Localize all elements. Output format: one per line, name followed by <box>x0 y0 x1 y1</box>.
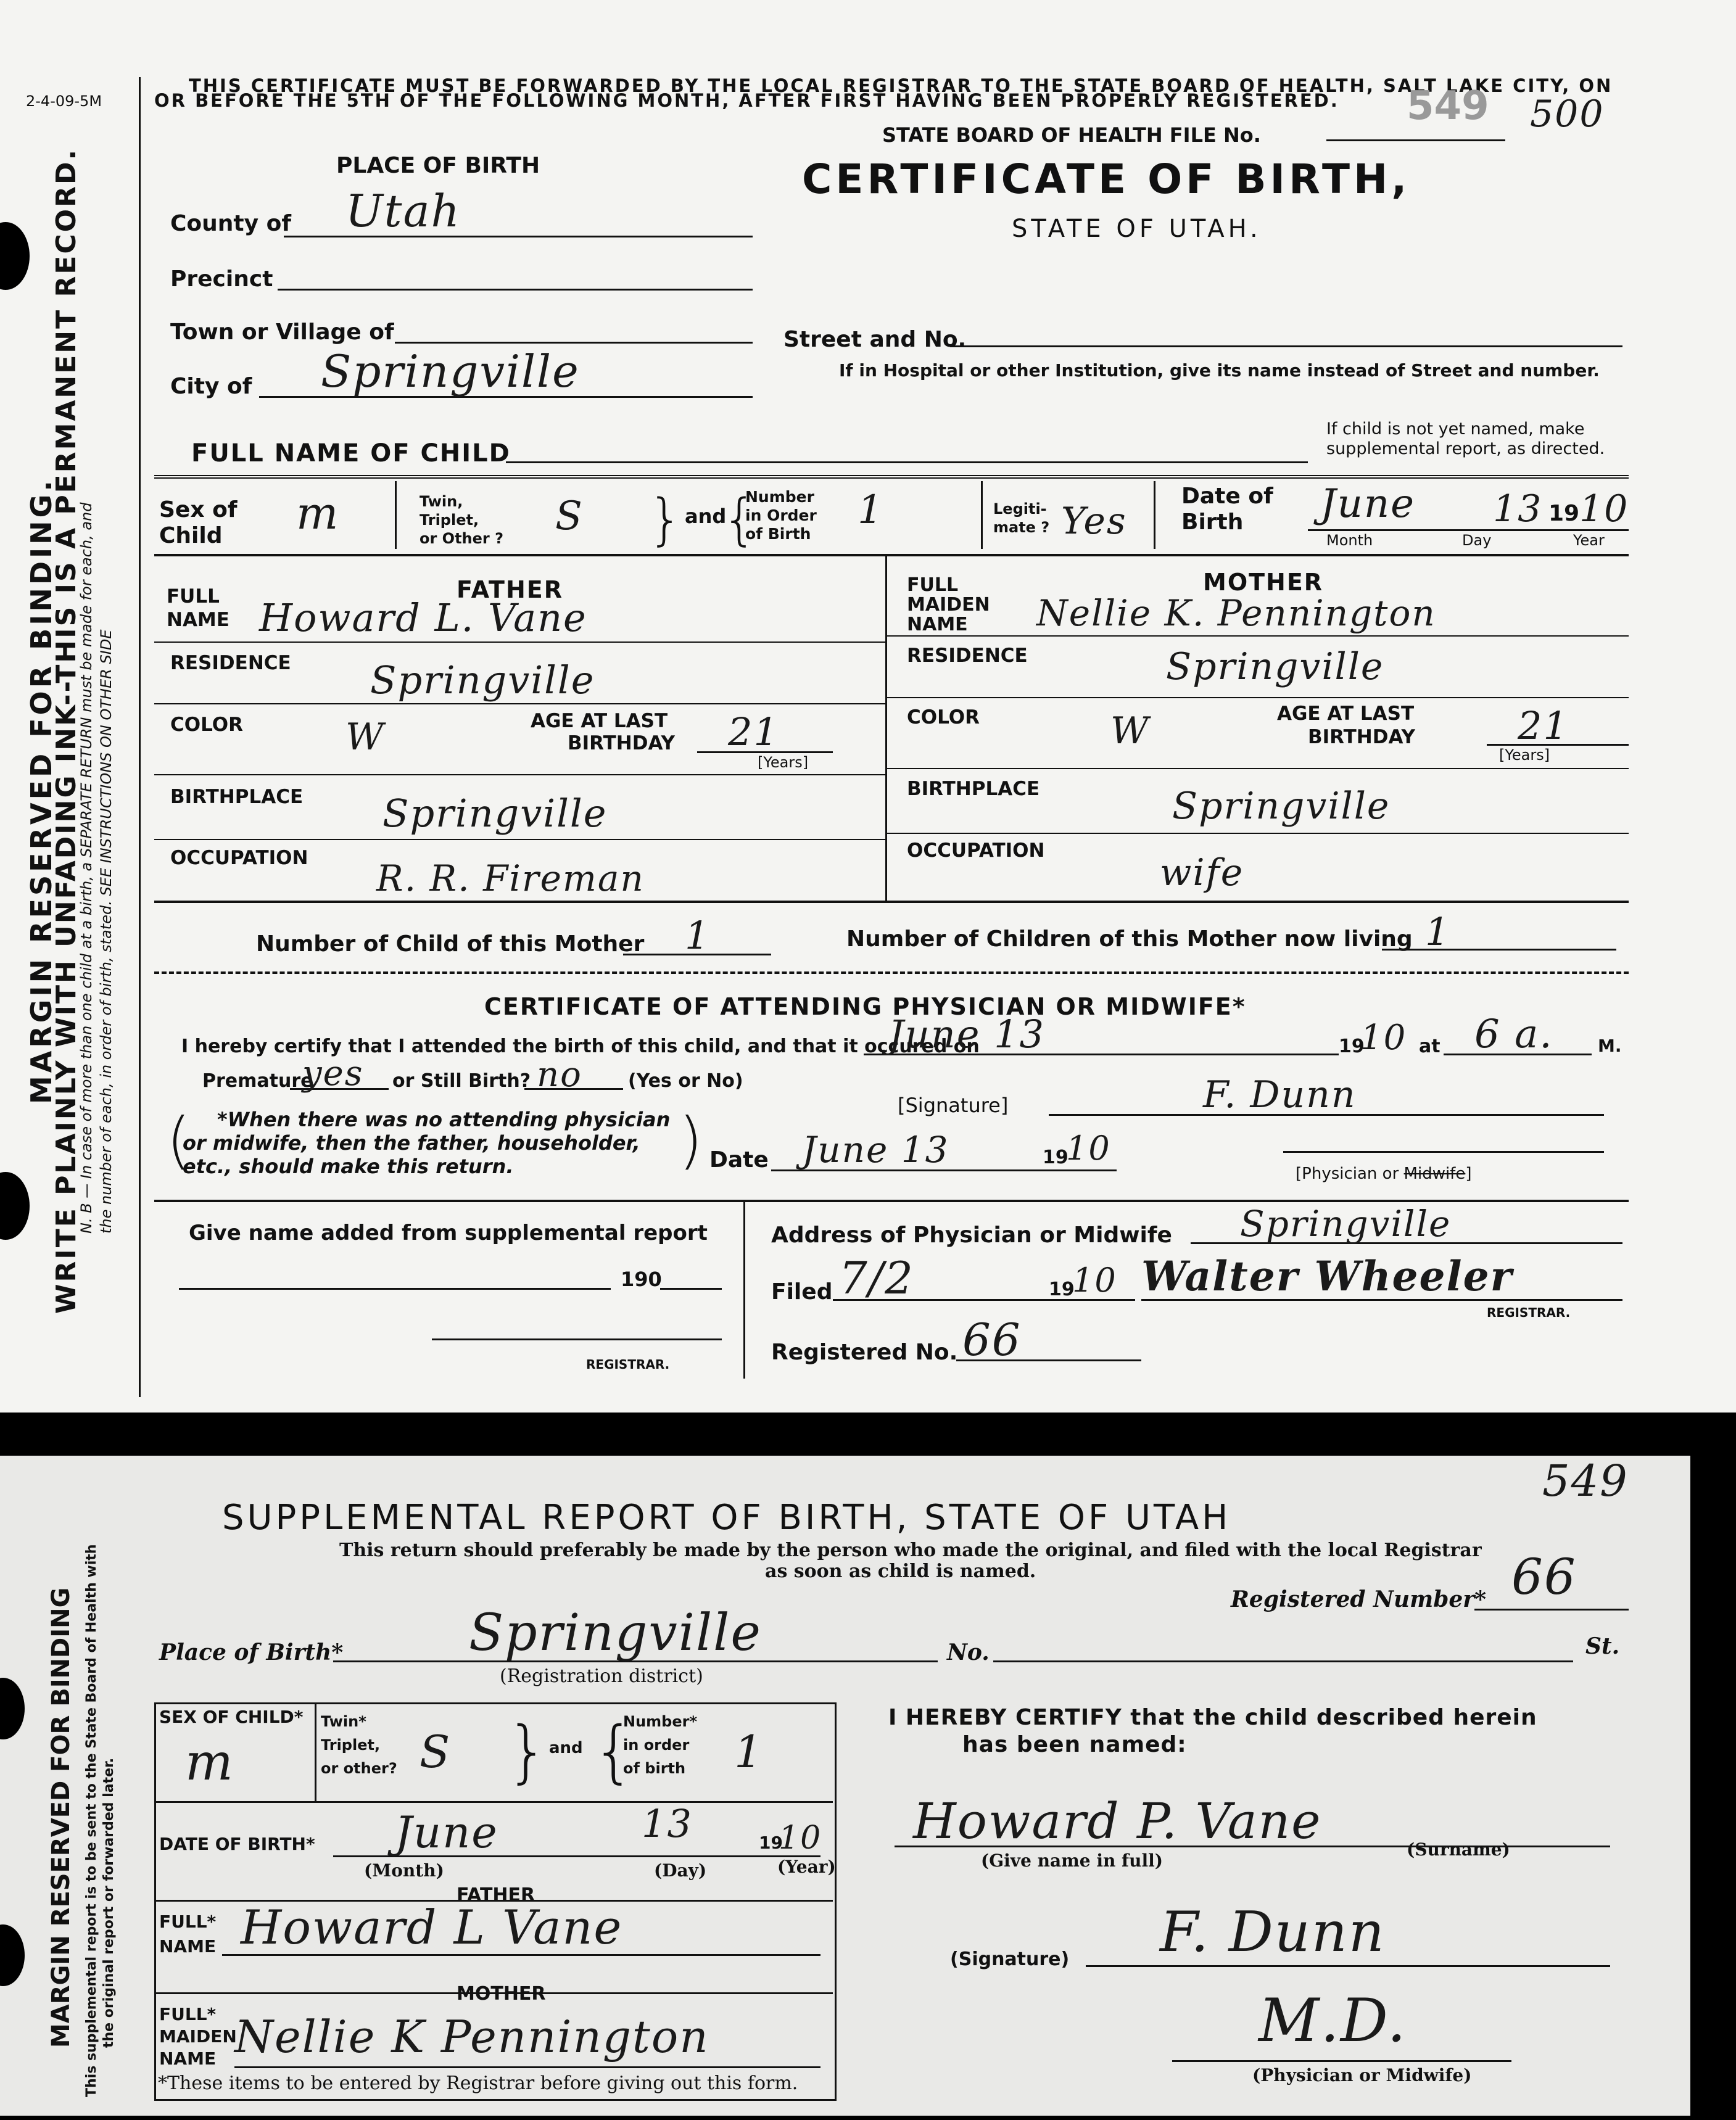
supp-sex-value: m <box>185 1733 234 1792</box>
lower-divider <box>743 1200 745 1379</box>
hospital-note: If in Hospital or other Institution, give its name instead of Street and number. <box>839 360 1600 381</box>
certificate-subtitle: STATE OF UTAH. <box>1012 215 1262 243</box>
section-rule <box>154 901 1629 903</box>
full-name-line <box>506 461 1308 463</box>
mother-age-label-1: AGE AT LAST <box>1277 703 1415 725</box>
margin-note-line1: N. B — In case of more than one child at a birth, a SEPARATE RETURN must be made for each, and <box>78 502 95 1234</box>
supp-signature-line <box>1086 1965 1610 1967</box>
dob-day: 13 <box>1493 487 1543 530</box>
registrar-caption: REGISTRAR. <box>1487 1305 1571 1320</box>
number-label-1: Number <box>745 488 814 506</box>
section-rule <box>154 554 1629 556</box>
yes-no-note: (Yes or No) <box>628 1070 743 1092</box>
street-label: Street and No. <box>783 327 967 352</box>
mother-age-value: 21 <box>1518 703 1569 748</box>
twin-label-2: Triplet, <box>420 511 479 529</box>
supp-twin-3: or other? <box>321 1760 397 1777</box>
physician-caption-a: Physician or <box>1302 1165 1399 1183</box>
row-rule <box>885 697 1629 698</box>
registrar-signature: Walter Wheeler <box>1141 1252 1513 1300</box>
supp-and-label: and <box>549 1739 583 1757</box>
dob-line <box>1308 529 1629 531</box>
not-named-note-2: supplemental report, as directed. <box>1326 439 1605 458</box>
supp-number-3: of birth <box>623 1760 686 1777</box>
mother-color-value: W <box>1110 709 1150 753</box>
year-caption: Year <box>1573 532 1605 549</box>
full-name-label: FULL NAME OF CHILD <box>191 439 511 468</box>
supp-mother-label-2: MAIDEN <box>159 2026 237 2047</box>
supp-number-value: 1 <box>734 1726 764 1778</box>
supp-twin-2: Triplet, <box>321 1736 381 1754</box>
physician-sign-line <box>1283 1151 1604 1153</box>
col-rule <box>315 1702 316 1801</box>
margin-binding-text: MARGIN RESERVED FOR BINDING. <box>25 477 58 1104</box>
binding-hole <box>0 1678 25 1739</box>
children-living-label: Number of Children of this Mother now living <box>846 926 1413 952</box>
supp-mother-line <box>234 2066 820 2068</box>
margin-ink-text: WRITE PLAINLY WITH UNFADING INK--THIS IS A PERMANENT RECORD. <box>51 147 82 1314</box>
supp-st-label: St. <box>1585 1633 1620 1659</box>
father-age-value: 21 <box>728 709 779 754</box>
filed-value: 7/2 <box>839 1252 914 1304</box>
mother-residence-value: Springville <box>1166 645 1384 688</box>
supp-name-line <box>179 1288 611 1290</box>
number-label-3: of Birth <box>745 525 811 543</box>
dob-year: 10 <box>1579 487 1629 530</box>
number-value: 1 <box>858 487 884 533</box>
sex-label-2: Child <box>159 523 223 548</box>
dob-year-prefix: 19 <box>1548 501 1580 526</box>
row-rule <box>154 641 885 643</box>
section-rule <box>154 1200 1629 1202</box>
premature-label: Premature <box>202 1070 313 1092</box>
mother-heading: MOTHER <box>1203 569 1324 596</box>
supp-day-caption: (Day) <box>654 1860 707 1881</box>
mother-name-value: Nellie K. Pennington <box>1036 592 1436 634</box>
precinct-label: Precinct <box>170 266 273 292</box>
row-rule <box>885 768 1629 769</box>
county-label: County of <box>170 211 292 236</box>
physician-note-1: *When there was no attending physician <box>217 1108 671 1131</box>
top-notice-line2: OR BEFORE THE 5TH OF THE FOLLOWING MONTH, AFTER FIRST HAVING BEEN PROPERLY REGISTERED. <box>154 90 1339 111</box>
brace-icon: ( <box>167 1104 191 1176</box>
supp-month-caption: (Month) <box>364 1860 444 1881</box>
mother-name-label-1: FULL <box>907 574 959 596</box>
mother-years-caption: [Years] <box>1499 746 1550 764</box>
and-label: and <box>685 505 727 528</box>
father-residence-value: Springville <box>370 658 595 703</box>
supp-certify-2: has been named: <box>962 1732 1187 1757</box>
physician-note-3: etc., should make this return. <box>183 1155 514 1178</box>
supp-mother-heading: MOTHER <box>457 1983 546 2005</box>
dob-label-2: Birth <box>1181 509 1244 535</box>
dob-month: June <box>1320 481 1415 527</box>
mother-name-label-2: MAIDEN <box>907 594 990 616</box>
supp-twin-value: S <box>420 1726 452 1778</box>
county-value: Utah <box>345 185 461 237</box>
father-birthplace-label: BIRTHPLACE <box>170 786 304 808</box>
town-label: Town or Village of <box>170 320 394 345</box>
registered-value: 66 <box>962 1314 1022 1366</box>
twin-label-3: or Other ? <box>420 530 504 547</box>
father-years-caption: [Years] <box>758 754 809 771</box>
street-line <box>950 345 1622 347</box>
row-rule <box>154 703 885 704</box>
father-color-value: W <box>345 716 385 759</box>
certificate-title: CERTIFICATE OF BIRTH, <box>802 155 1411 203</box>
father-age-line <box>697 751 833 753</box>
mother-years-text: Years <box>1505 746 1544 764</box>
city-label: City of <box>170 374 252 399</box>
row-rule <box>885 635 1629 637</box>
stillbirth-value: no <box>537 1055 582 1095</box>
supp-place-value: Springville <box>469 1604 762 1662</box>
certify-date-value: June 13 <box>888 1012 1046 1057</box>
date-label: Date <box>709 1147 769 1173</box>
at-label: at <box>1419 1036 1440 1057</box>
legit-value: Yes <box>1061 500 1127 543</box>
date-year-value: 10 <box>1066 1129 1111 1168</box>
father-age-label-2: BIRTHDAY <box>568 732 675 754</box>
row-rule <box>154 774 885 775</box>
supp-physician-caption: (Physician or Midwife) <box>1252 2065 1472 2085</box>
father-name-label-2: NAME <box>167 609 229 631</box>
father-heading: FATHER <box>457 576 563 603</box>
twin-value: S <box>555 493 584 539</box>
father-name-label-1: FULL <box>167 585 220 608</box>
father-color-label: COLOR <box>170 714 243 736</box>
address-label: Address of Physician or Midwife <box>771 1223 1172 1248</box>
file-no-stamp: 549 <box>1407 83 1489 129</box>
stillbirth-label: or Still Birth? <box>392 1070 531 1092</box>
filed-year-value: 10 <box>1072 1261 1117 1300</box>
file-no-label: STATE BOARD OF HEALTH FILE No. <box>882 123 1261 147</box>
physician-caption: [Physician or Midwife] <box>1296 1165 1472 1183</box>
legit-label-2: mate ? <box>993 519 1050 536</box>
sex-label-1: Sex of <box>159 497 238 522</box>
row-divider <box>981 481 983 549</box>
supp-number-1: Number* <box>623 1713 698 1730</box>
supp-corner-number: 549 <box>1542 1456 1629 1506</box>
supp-dob-month: June <box>395 1807 498 1858</box>
precinct-line <box>278 289 753 291</box>
supplemental-report <box>0 1456 1690 2116</box>
brace-icon: { <box>722 487 758 552</box>
signature-label: [Signature] <box>898 1094 1009 1117</box>
legit-label-1: Legiti- <box>993 500 1047 518</box>
margin-rule <box>139 77 141 1397</box>
mother-color-label: COLOR <box>907 706 980 728</box>
dob-label-1: Date of <box>1181 484 1273 509</box>
supp-father-label-1: FULL* <box>159 1912 217 1932</box>
date-year-prefix: 19 <box>1043 1147 1068 1168</box>
time-value: 6 a. <box>1474 1012 1553 1057</box>
supp-dob-label: DATE OF BIRTH* <box>159 1834 315 1854</box>
supp-registered-label: Registered Number* <box>1231 1586 1487 1612</box>
file-no-line <box>1326 139 1505 141</box>
row-rule <box>154 839 885 840</box>
supp-margin-text-3: the original report or forwarded later. <box>101 1757 117 2048</box>
row-divider <box>1154 481 1155 549</box>
supp-mother-label-3: NAME <box>159 2048 217 2069</box>
supp-year-line <box>660 1288 722 1290</box>
signature-value: F. Dunn <box>1203 1073 1357 1116</box>
month-caption: Month <box>1326 532 1373 549</box>
supp-year-caption: (Year) <box>777 1857 836 1877</box>
children-number-label: Number of Child of this Mother <box>256 931 645 957</box>
supp-registered-line <box>1474 1609 1629 1611</box>
supp-street-line <box>993 1660 1573 1662</box>
city-value: Springville <box>321 345 580 397</box>
supp-name-label: Give name added from supplemental report <box>189 1221 708 1245</box>
day-caption: Day <box>1462 532 1492 549</box>
supp-mother-value: Nellie K Pennington <box>234 2011 709 2063</box>
supp-place-label: Place of Birth* <box>159 1639 344 1665</box>
sex-value: m <box>296 487 340 539</box>
supp-footnote: *These items to be entered by Registrar before giving out this form. <box>158 2073 798 2094</box>
father-birthplace-value: Springville <box>382 791 608 836</box>
physician-caption-b: Midwife <box>1403 1165 1466 1183</box>
town-line <box>395 342 753 344</box>
row-rule <box>885 833 1629 834</box>
supp-physician-line <box>1172 2060 1511 2062</box>
supp-father-label-2: NAME <box>159 1936 217 1957</box>
physician-heading: CERTIFICATE OF ATTENDING PHYSICIAN OR MIDWIFE* <box>484 993 1246 1020</box>
physician-note-2: or midwife, then the father, householder, <box>183 1131 640 1155</box>
address-value: Springville <box>1240 1203 1452 1245</box>
father-age-label-1: AGE AT LAST <box>531 710 668 732</box>
physician-certify: I hereby certify that I attended the birth of this child, and that it occured on <box>181 1036 980 1057</box>
father-occupation-label: OCCUPATION <box>170 847 308 869</box>
mother-occupation-value: wife <box>1160 851 1244 894</box>
supp-sub-1: This return should preferably be made by the person who made the original, and filed with the local Registrar <box>339 1540 1482 1561</box>
mother-occupation-label: OCCUPATION <box>907 839 1045 862</box>
mother-age-line <box>1487 744 1629 746</box>
m-label: M. <box>1598 1036 1622 1056</box>
father-residence-label: RESIDENCE <box>170 652 291 674</box>
supp-registrar-caption: REGISTRAR. <box>586 1357 670 1372</box>
supp-place-caption: (Registration district) <box>500 1665 703 1687</box>
supp-year-prefix: 190 <box>621 1268 662 1291</box>
supp-dob-day: 13 <box>642 1801 693 1846</box>
supp-father-value: Howard L Vane <box>241 1900 623 1955</box>
mother-age-label-2: BIRTHDAY <box>1308 726 1415 748</box>
father-years-text: Years <box>763 754 803 771</box>
brace-icon: { <box>592 1712 635 1791</box>
form-code: 2-4-09-5M <box>26 93 102 110</box>
brace-icon: } <box>506 1712 549 1791</box>
file-no-handwritten: 500 <box>1530 93 1605 136</box>
supp-surname-caption: (Surname) <box>1407 1839 1510 1860</box>
supp-certify-1: I HEREBY CERTIFY that the child described herein <box>888 1705 1537 1730</box>
margin-note-line2: the number of each, in order of birth, stated. SEE INSTRUCTIONS ON OTHER SIDE <box>97 629 115 1234</box>
certify-year-prefix: 19 <box>1339 1036 1365 1057</box>
supp-sex-label: SEX OF CHILD* <box>159 1707 304 1727</box>
premature-value: yes <box>302 1054 364 1094</box>
supp-mother-label-1: FULL* <box>159 2004 217 2024</box>
father-name-value: Howard L. Vane <box>259 595 587 640</box>
children-living-line <box>1382 949 1616 951</box>
not-named-note-1: If child is not yet named, make <box>1326 419 1585 439</box>
supp-margin-text-2: This supplemental report is to be sent to the State Board of Health with <box>84 1544 99 2097</box>
parents-divider <box>885 555 887 901</box>
binding-hole <box>0 222 30 290</box>
supp-named-value: Howard P. Vane <box>913 1792 1322 1850</box>
mother-residence-label: RESIDENCE <box>907 645 1028 667</box>
row-rule <box>154 1801 833 1803</box>
supp-number-2: in order <box>623 1736 690 1754</box>
filed-year-prefix: 19 <box>1049 1279 1075 1300</box>
supp-given-caption: (Give name in full) <box>981 1850 1163 1871</box>
binding-hole <box>0 1172 30 1240</box>
brace-icon: ) <box>679 1104 703 1176</box>
brace-icon: } <box>648 487 684 552</box>
supp-title: SUPPLEMENTAL REPORT OF BIRTH, STATE OF UTAH <box>222 1498 1231 1538</box>
supp-md-value: M.D. <box>1259 1986 1407 2055</box>
mother-name-label-3: NAME <box>907 614 968 635</box>
section-rule <box>154 475 1629 479</box>
supp-father-heading: FATHER <box>457 1884 535 1906</box>
twin-label-1: Twin, <box>420 493 463 510</box>
certify-year-value: 10 <box>1360 1018 1407 1058</box>
registered-label: Registered No. <box>771 1340 958 1365</box>
supp-no-label: No. <box>947 1639 990 1665</box>
children-living-value: 1 <box>1425 909 1451 954</box>
supp-registered-value: 66 <box>1511 1548 1577 1606</box>
father-occupation-value: R. R. Fireman <box>376 857 645 899</box>
number-label-2: in Order <box>745 506 817 524</box>
supp-signature-value: F. Dunn <box>1160 1900 1386 1965</box>
place-heading: PLACE OF BIRTH <box>336 153 540 178</box>
binding-hole <box>0 1924 25 1986</box>
supp-sub-2: as soon as child is named. <box>765 1561 1036 1582</box>
section-rule-dashed <box>154 971 1629 974</box>
supp-dob-year-prefix: 19 <box>759 1833 783 1853</box>
supp-dob-year: 10 <box>779 1820 822 1857</box>
mother-birthplace-value: Springville <box>1172 785 1391 828</box>
supp-registrar-line <box>432 1338 722 1340</box>
supp-twin-1: Twin* <box>321 1713 366 1730</box>
row-divider <box>395 481 397 549</box>
children-number-value: 1 <box>685 913 711 958</box>
supp-margin-text-1: MARGIN RESERVED FOR BINDING <box>47 1587 75 2048</box>
top-notice-line1: THIS CERTIFICATE MUST BE FORWARDED BY THE LOCAL REGISTRAR TO THE STATE BOARD OF HEALTH, SALT LAKE CITY, ON <box>189 75 1613 96</box>
date-value: June 13 <box>802 1129 949 1171</box>
filed-label: Filed <box>771 1279 833 1305</box>
mother-birthplace-label: BIRTHPLACE <box>907 778 1040 800</box>
supp-signature-label: (Signature) <box>950 1949 1070 1970</box>
